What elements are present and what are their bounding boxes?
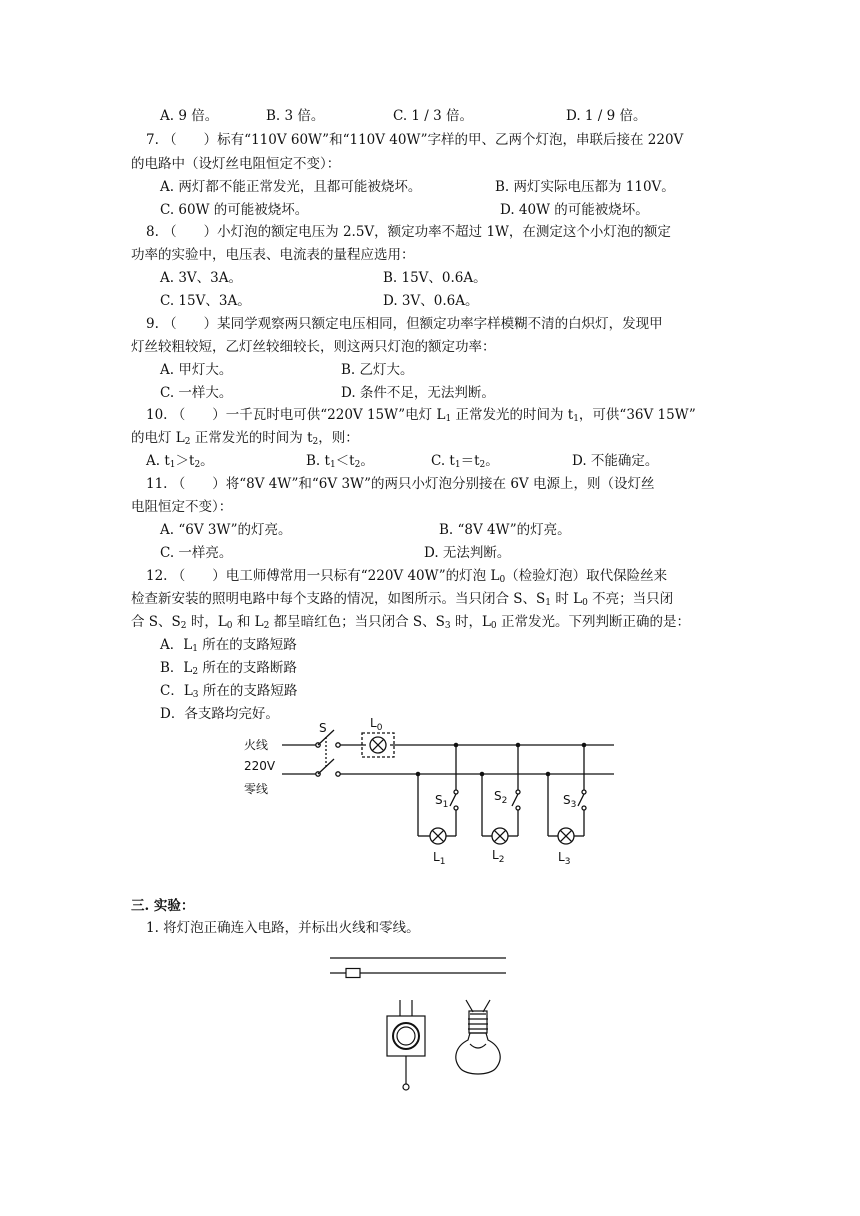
- section-3-item-1: 1. 将灯泡正确连入电路，并标出火线和零线。: [146, 920, 420, 936]
- q12-text-line1: 12. （ ）电工师傅常用一只标有“220V 40W”的灯泡 $L_0$（检验灯泡）取代保险丝来: [146, 568, 668, 585]
- q8-option-b: B. 15V、0.6A。: [383, 270, 487, 286]
- q11-option-a: A. “6V 3W”的灯亮。: [160, 522, 292, 538]
- q8-option-a: A. 3V、3A。: [160, 270, 243, 286]
- test-lamp-label: $L_0$: [370, 716, 383, 733]
- q9-option-d: D. 条件不足，无法判断。: [341, 385, 495, 401]
- q12-option-d: D．各支路均完好。: [160, 706, 279, 722]
- lamp-l2-label: $L_2$: [492, 848, 505, 865]
- q7-option-d: D. 40W 的可能被烧坏。: [500, 202, 649, 218]
- q9-option-c: C. 一样大。: [160, 385, 233, 401]
- section-3-heading: 三. 实验：: [131, 898, 195, 914]
- lamp-l1-label: $L_1$: [433, 850, 446, 867]
- q8-option-c: C. 15V、3A。: [160, 293, 251, 309]
- q10-text-line2: 的电灯 $L_2$ 正常发光的时间为 $t_2$，则：: [131, 430, 359, 447]
- q6-option-d: D. 1 / 9 倍。: [566, 108, 647, 124]
- q9-text-line2: 灯丝较粗较短，乙灯丝较细较长，则这两只灯泡的额定功率：: [131, 339, 496, 355]
- experiment-diagram: [320, 948, 520, 1098]
- q11-option-d: D. 无法判断。: [424, 545, 511, 561]
- voltage-label: 220V: [244, 759, 276, 773]
- q8-option-d: D. 3V、0.6A。: [383, 293, 479, 309]
- q7-option-c: C. 60W 的可能被烧坏。: [160, 202, 309, 218]
- q6-option-b: B. 3 倍。: [266, 108, 325, 124]
- q12-option-b: B．$L_2$ 所在的支路断路: [160, 660, 297, 677]
- q11-text-line1: 11. （ ）将“8V 4W”和“6V 3W”的两只小灯泡分别接在 6V 电源上，则（设灯丝: [146, 476, 655, 492]
- live-wire-label: 火线: [244, 738, 269, 752]
- q11-option-c: C. 一样亮。: [160, 545, 233, 561]
- neutral-wire-label: 零线: [244, 782, 269, 796]
- q11-text-line2: 电阻恒定不变）：: [131, 499, 233, 515]
- main-switch-label: S: [319, 721, 327, 735]
- q7-text-line1: 7. （ ）标有“110V 60W”和“110V 40W”字样的甲、乙两个灯泡，串联后接在 220V: [146, 132, 684, 148]
- q12-text-line2: 检查新安装的照明电路中每个支路的情况，如图所示。当只闭合 S、$S_1$ 时 $L_0$ 不亮；当只闭: [131, 591, 674, 608]
- q9-option-a: A. 甲灯大。: [160, 362, 233, 378]
- lamp-l3-label: $L_3$: [558, 850, 571, 867]
- q12-text-line3: 合 S、$S_2$ 时，$L_0$ 和 $L_2$ 都呈暗红色；当只闭合 S、$S_3$ 时，$L_0$ 正常发光。下列判断正确的是：: [131, 614, 690, 631]
- switch-s2-label: $S_2$: [494, 789, 508, 806]
- q6-option-c: C. 1 / 3 倍。: [393, 108, 474, 124]
- q7-option-a: A. 两灯都不能正常发光，且都可能被烧坏。: [160, 179, 422, 195]
- q12-option-c: C．$L_3$ 所在的支路短路: [160, 683, 298, 700]
- q10-option-a: A. $t_1>t_2$。: [146, 453, 214, 470]
- q10-option-c: C. $t_1=t_2$。: [431, 453, 499, 470]
- q12-option-a: A．$L_1$ 所在的支路短路: [160, 637, 297, 654]
- q6-option-a: A. 9 倍。: [160, 108, 219, 124]
- circuit-diagram: [238, 712, 628, 872]
- switch-s3-label: $S_3$: [563, 793, 577, 810]
- q9-option-b: B. 乙灯大。: [341, 362, 414, 378]
- q10-option-d: D. 不能确定。: [572, 453, 659, 469]
- q7-option-b: B. 两灯实际电压都为 110V。: [495, 179, 675, 195]
- q9-text-line1: 9. （ ）某同学观察两只额定电压相同，但额定功率字样模糊不清的白炽灯，发现甲: [146, 316, 663, 332]
- q10-text-line1: 10. （ ）一千瓦时电可供“220V 15W”电灯 $L_1$ 正常发光的时间为 $t_1$，可供“36V 15W”: [146, 407, 696, 424]
- switch-s1-label: $S_1$: [435, 793, 449, 810]
- q8-text-line1: 8. （ ）小灯泡的额定电压为 2.5V，额定功率不超过 1W，在测定这个小灯泡的额定: [146, 224, 671, 240]
- q10-option-b: B. $t_1<t_2$。: [306, 453, 374, 470]
- q8-text-line2: 功率的实验中，电压表、电流表的量程应选用：: [131, 247, 415, 263]
- q11-option-b: B. “8V 4W”的灯亮。: [439, 522, 571, 538]
- q7-text-line2: 的电路中（设灯丝电阻恒定不变）：: [131, 156, 341, 172]
